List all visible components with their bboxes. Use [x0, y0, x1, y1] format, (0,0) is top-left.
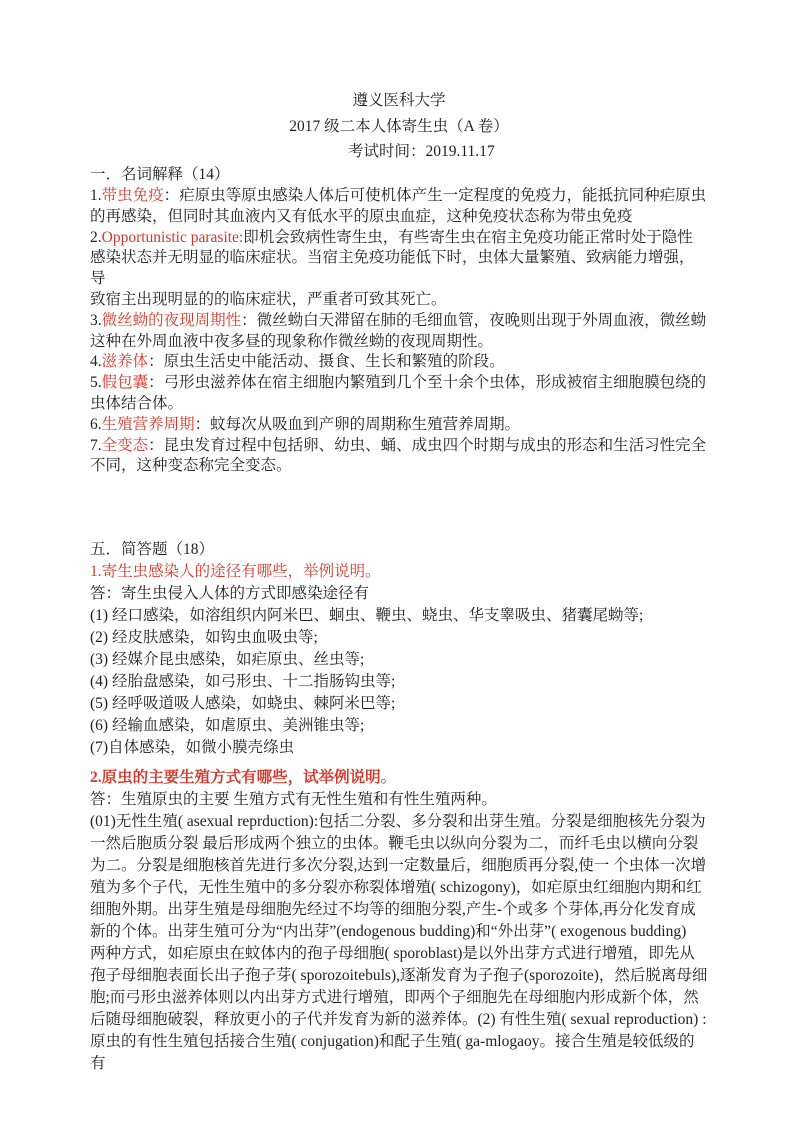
text-segment: 。	[380, 769, 397, 787]
text-segment: 2.	[90, 228, 102, 246]
text-segment: 6.	[90, 415, 102, 433]
answer2-line8	[90, 965, 708, 987]
text-segment: 原虫的有性生殖包括接合生殖( conjugation)和配子生殖( ga-mlogaoy。接合生殖是较低级的有	[90, 1033, 695, 1073]
text-segment: 一然后胞质分裂 最后形成两个独立的虫体。鞭毛虫以纵向分裂为二，而纤毛虫以横向分裂	[90, 835, 699, 853]
text-segment: 虫体结合体。	[90, 394, 184, 412]
text-segment: (4) 经胎盘感染，如弓形虫、十二指肠钩虫等;	[90, 673, 396, 691]
text-segment: 的再感染，但同时其血液内又有低水平的原虫血症，这种免疫状态称为带虫免疫	[90, 207, 633, 225]
text-segment: 遵义医科大学	[352, 92, 446, 109]
text-segment: 为二。分裂是细胞核首先进行多次分裂,达到一定数量后，细胞质再分裂,使一 个虫体一次增	[90, 857, 707, 875]
answer2-line9	[90, 987, 708, 1009]
answer2-line5	[90, 899, 708, 921]
text-segment: 后随母细胞破裂，释放更小的子代并发育为新的滋养体。(2) 有性生殖( sexual reproduction) :	[90, 1011, 707, 1029]
answer1-route1	[90, 605, 708, 627]
answer1-intro	[90, 583, 708, 605]
university-title	[90, 88, 708, 114]
text-segment: ：弓形虫滋养体在宿主细胞内繁殖到几个至十余个虫体，形成被宿主细胞膜包绕的	[148, 374, 707, 392]
text-segment: 感染状态并无明显的临床症状。当宿主免疫功能低下时，虫体大量繁殖、致病能力增强，导	[90, 249, 695, 288]
term3-line1	[90, 311, 708, 332]
term2-line2	[90, 248, 708, 290]
text-segment: 1.	[90, 187, 102, 204]
highlighted-term: Opportunistic parasite:	[101, 228, 244, 246]
highlighted-term: 假包囊	[101, 374, 149, 392]
exam-title	[90, 114, 708, 140]
text-segment: 新的个体。出芽生殖可分为“内出芽”(endogenous budding)和“外出芽”( exogenous budding)	[90, 923, 687, 941]
text-segment: 一．名词解释（14）	[90, 166, 230, 183]
text-segment: 3.	[90, 311, 102, 329]
term5-line1	[90, 373, 708, 394]
text-segment: 即机会致病性寄生虫，有些寄生虫在宿主免疫功能正常时处于隐性	[243, 228, 693, 246]
text-segment: 胞;而弓形虫滋养体则以内出芽方式进行增殖，即两个子细胞先在母细胞内形成新个体，然	[90, 989, 699, 1007]
answer2-line1	[90, 811, 708, 833]
text-segment: (7)自体感染，如微小膜壳绦虫	[90, 739, 295, 757]
highlighted-term: 滋养体	[101, 353, 149, 371]
question1-heading	[90, 561, 708, 583]
text-segment: ：微丝蚴白天滞留在肺的毛细血管，夜晚则出现于外周血液，微丝蚴	[241, 311, 707, 329]
term2-line1	[90, 228, 708, 249]
text-segment: 细胞外期。出芽生殖是母细胞先经过不均等的细胞分裂,产生-个或多 个芽体,再分化发育成	[90, 901, 696, 919]
answer2-line2	[90, 833, 708, 855]
answer2-intro	[90, 789, 708, 811]
term7-line2	[90, 456, 708, 477]
answer1-route3	[90, 649, 708, 671]
answer1-route7	[90, 737, 708, 759]
term7-line1	[90, 436, 708, 457]
answer1-route2	[90, 627, 708, 649]
text-segment: ：蚊每次从吸血到产卵的周期称生殖营养周期。	[194, 415, 521, 433]
text-segment: 5.	[90, 374, 102, 392]
text-segment: 2017 级二本人体寄生虫（A 卷）	[289, 118, 509, 135]
text-segment: ：昆虫发育过程中包括卵、幼虫、蛹、成虫四个时期与成虫的形态和生活习性完全	[148, 436, 707, 454]
highlighted-term: 微丝蚴的夜现周期性	[101, 311, 242, 329]
text-segment: (01)无性生殖( asexual reprduction):包括二分裂、多分裂和出芽生殖。分裂是细胞核先分裂为	[90, 813, 706, 831]
text-segment: (6) 经输血感染，如虐原虫、美洲锥虫等;	[90, 717, 365, 735]
text-segment: (3) 经媒介昆虫感染，如疟原虫、丝虫等;	[90, 651, 365, 669]
text-segment: (1) 经口感染，如溶组织内阿米巴、蛔虫、鞭虫、蛲虫、华支睾吸虫、猪囊尾蚴等;	[90, 607, 644, 625]
text-segment: 致宿主出现明显的的临床症状，严重者可致其死亡。	[90, 290, 447, 308]
highlighted-term: 生殖营养周期	[101, 415, 195, 433]
answer1-route6	[90, 715, 708, 737]
highlighted-term: 2.原虫的主要生殖方式有哪些，试举例说明	[90, 769, 381, 787]
section1-heading	[90, 164, 708, 186]
text-segment: (5) 经呼吸道吸人感染，如蛲虫、棘阿米巴等;	[90, 695, 396, 713]
term3-line2	[90, 332, 708, 353]
highlighted-term: 带虫免疫	[101, 187, 164, 204]
text-segment: 答：寄生虫侵入人体的方式即感染途径有	[90, 585, 370, 603]
text-segment: 不同，这种变态称完全变态。	[90, 457, 292, 475]
term1-line1	[90, 186, 708, 207]
term6-line1	[90, 415, 708, 436]
answer1-route5	[90, 693, 708, 715]
answer2-line4	[90, 877, 708, 899]
text-segment: 答：生殖原虫的主要 生殖方式有无性生殖和有性生殖两种。	[90, 791, 497, 809]
text-segment: ：原虫生活史中能活动、摄食、生长和繁殖的阶段。	[148, 353, 505, 371]
term4-line1	[90, 352, 708, 373]
text-segment: 五．简答题（18）	[90, 541, 215, 559]
text-segment: 殖为多个子代，无性生殖中的多分裂亦称裂体增殖( schizogony)，如疟原虫红细胞内期和红	[90, 879, 702, 897]
answer2-line6	[90, 921, 708, 943]
text-segment: 两种方式，如疟原虫在蚊体内的孢子母细胞( sporoblast)是以外出芽方式进行增殖，即先从	[90, 945, 695, 963]
term2-line3	[90, 290, 708, 311]
text-segment: 4.	[90, 353, 102, 371]
text-segment: 考试时间：2019.11.17	[348, 143, 495, 160]
question2-heading	[90, 767, 708, 789]
answer2-line10	[90, 1009, 708, 1031]
highlighted-term: 全变态	[101, 436, 149, 454]
answer2-line3	[90, 855, 708, 877]
section5-heading	[90, 539, 708, 561]
exam-time	[90, 140, 708, 164]
answer2-line11	[90, 1031, 708, 1075]
text-segment: ：疟原虫等原虫感染人体后可使机体产生一定程度的免疫力，能抵抗同种疟原虫	[163, 187, 707, 204]
text-segment: 7.	[90, 436, 102, 454]
text-segment: 这种在外周血液中夜多昼的现象称作微丝蚴的夜现周期性。	[90, 332, 494, 350]
text-segment: (2) 经皮肤感染，如钩虫血吸虫等;	[90, 629, 318, 647]
answer2-line7	[90, 943, 708, 965]
term5-line2	[90, 394, 708, 415]
text-segment: 孢子母细胞表面长出子孢子芽( sporozoitebuls),逐渐发育为子孢子(sporozoite)，然后脱离母细	[90, 967, 708, 985]
answer1-route4	[90, 671, 708, 693]
highlighted-term: 1.寄生虫感染人的途径有哪些，举例说明。	[90, 563, 381, 581]
term1-line2	[90, 207, 708, 228]
